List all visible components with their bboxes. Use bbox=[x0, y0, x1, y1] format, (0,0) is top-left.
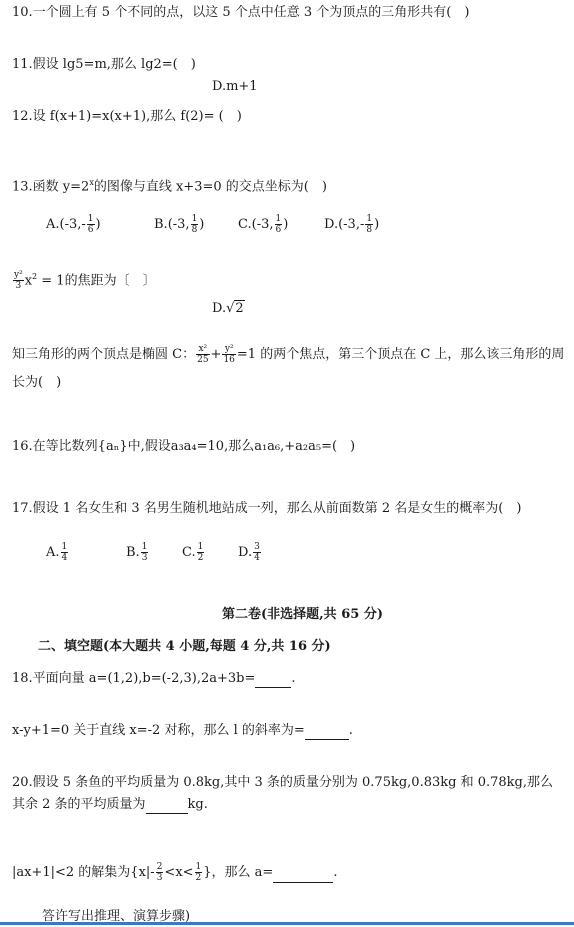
fraction: $\frac{\text{y²}}{3}$ bbox=[14, 270, 23, 292]
fraction: $\frac{1}{2}$ bbox=[195, 862, 202, 883]
question-20-line2: 其余 2 条的平均质量为 kg. bbox=[12, 797, 208, 812]
q17-option-a: A. $\frac{1}{4}$ bbox=[46, 542, 68, 563]
part-two-title: 第二卷(非选择题,共 65 分) bbox=[222, 607, 383, 622]
fraction: $\frac{1}{4}$ bbox=[61, 542, 68, 563]
fraction: $\frac{\text{y²}}{16}$ bbox=[223, 344, 235, 365]
question-15-line2: 长为( ) bbox=[12, 375, 62, 390]
fraction: $\frac{1}{6}$ bbox=[87, 214, 94, 235]
q13-option-d: D.(-3,- $\frac{1}{8}$ ) bbox=[324, 214, 380, 235]
fraction: $\frac{1}{3}$ bbox=[141, 542, 148, 563]
fraction: $\frac{1}{8}$ bbox=[366, 214, 373, 235]
sqrt-sign: √2 bbox=[226, 301, 244, 316]
fraction: $\frac{1}{6}$ bbox=[275, 214, 282, 235]
q13-option-b: B.(-3, $\frac{1}{8}$ ) bbox=[154, 214, 205, 235]
question-16: 16.在等比数列{aₙ}中,假设a₃a₄=10,那么a₁a₆,+a₂a₅=( ) bbox=[12, 439, 356, 454]
question-17: 17.假设 1 名女生和 3 名男生随机地站成一列，那么从前面数第 2 名是女生的概率为( ) bbox=[12, 501, 522, 516]
question-12: 12.设 f(x+1)=x(x+1),那么 f(2)= ( ) bbox=[12, 109, 242, 124]
fraction: $\frac{3}{4}$ bbox=[254, 542, 260, 563]
cut-off-instruction: 答许写出推理、演算步骤) bbox=[42, 909, 191, 922]
q13-option-c: C.(-3, $\frac{1}{6}$ ) bbox=[238, 214, 289, 235]
q11-option-d: D.m+1 bbox=[212, 79, 258, 94]
answer-blank bbox=[146, 799, 188, 814]
question-14: $\frac{\text{y²}}{3}$ $x^2 = 1$的焦距为〔 〕 bbox=[14, 270, 156, 292]
fraction: $\frac{1}{2}$ bbox=[197, 542, 204, 563]
question-10: 10.一个圆上有 5 个不同的点，以这 5 个点中任意 3 个为顶点的三角形共有( ) bbox=[12, 5, 470, 20]
question-21: |ax+1|<2 的解集为{x|- $\frac{2}{3}$ <x< $\frac{1}{2}$ }，那么 a= . bbox=[12, 862, 338, 883]
section-two-title: 二、填空题(本大题共 4 小题,每题 4 分,共 16 分) bbox=[38, 639, 331, 654]
answer-blank bbox=[255, 673, 291, 688]
q14-option-d: D.√2 bbox=[212, 301, 244, 316]
question-18: 18.平面向量 a=(1,2),b=(-2,3),2a+3b= . bbox=[12, 671, 296, 686]
question-15: 知三角形的两个顶点是椭圆 C： $\frac{\text{x²}}{25}$ + $\frac{\text{y²}}{16}$ =1 的两个焦点，第三个顶点在 C 上，那么该三角形的周 bbox=[12, 344, 565, 365]
q17-option-d: D. $\frac{3}{4}$ bbox=[238, 542, 260, 563]
q17-option-b: B. $\frac{1}{3}$ bbox=[126, 542, 148, 563]
fraction: $\frac{1}{8}$ bbox=[191, 214, 198, 235]
question-20: 20.假设 5 条鱼的平均质量为 0.8kg,其中 3 条的质量分别为 0.75kg,0.83kg 和 0.78kg,那么 bbox=[12, 775, 553, 790]
answer-blank bbox=[305, 725, 349, 740]
answer-blank bbox=[273, 868, 333, 883]
question-13: 13.函数 $y=2^x$的图像与直线 x+3=0 的交点坐标为( ) bbox=[12, 178, 327, 195]
fraction: $\frac{2}{3}$ bbox=[156, 862, 163, 883]
question-11: 11.假设 lg5=m,那么 lg2=( ) bbox=[12, 57, 196, 72]
question-19: x-y+1=0 关于直线 x=-2 对称，那么 l 的斜率为= . bbox=[12, 723, 353, 738]
page-bottom-border bbox=[0, 922, 574, 925]
q13-option-a: A.(-3,- $\frac{1}{6}$ ) bbox=[46, 214, 101, 235]
q17-option-c: C. $\frac{1}{2}$ bbox=[182, 542, 204, 563]
fraction: $\frac{\text{x²}}{25}$ bbox=[197, 344, 209, 365]
